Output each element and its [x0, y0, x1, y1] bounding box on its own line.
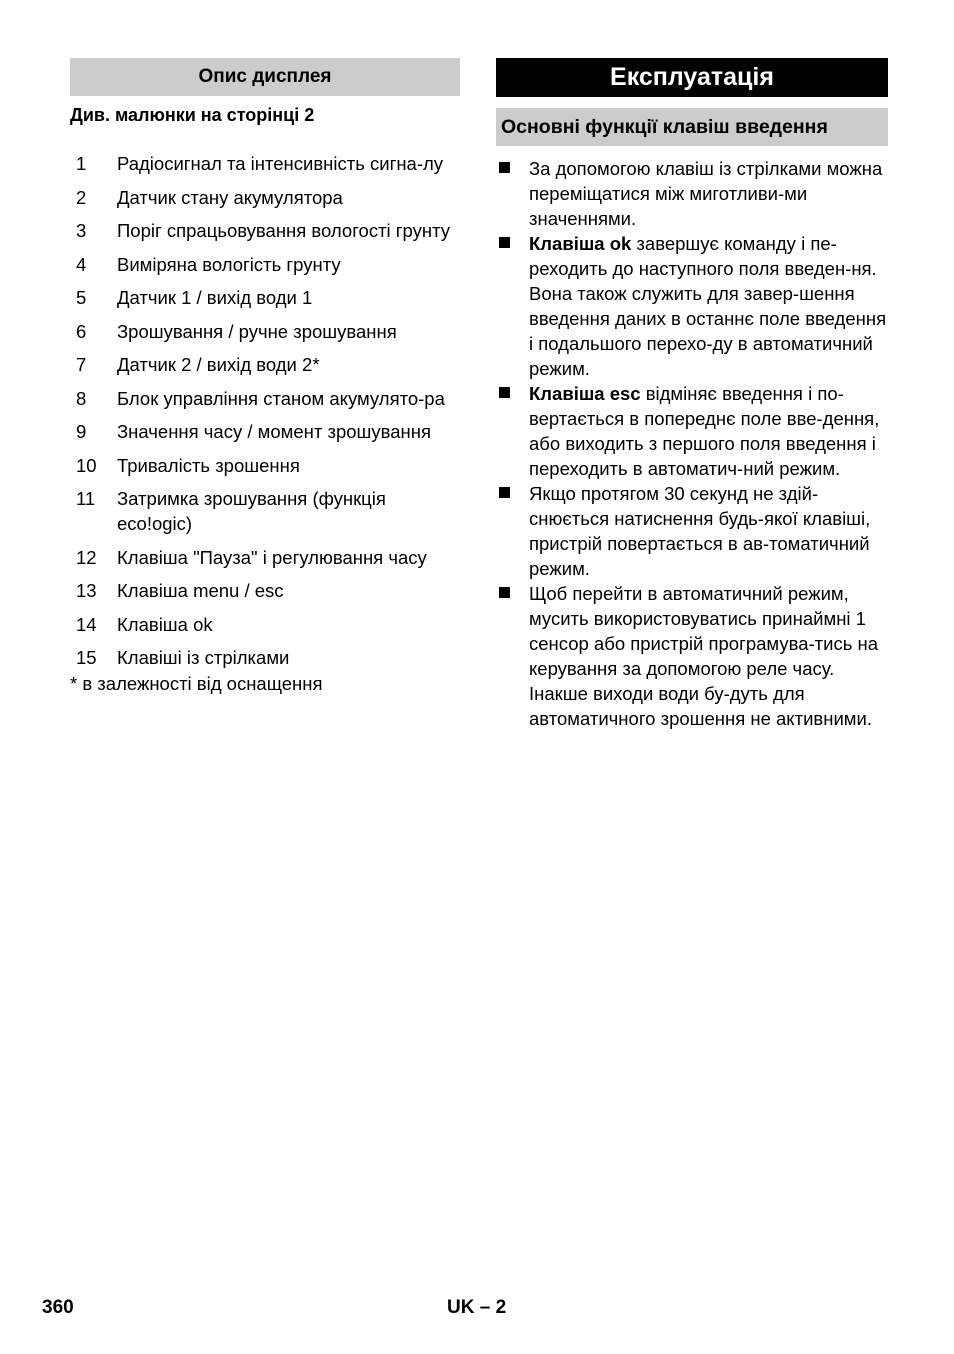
item-text: Тривалість зрошення: [117, 454, 300, 476]
item-number: 6: [76, 320, 87, 342]
chapter-title: Експлуатація: [496, 58, 888, 97]
item-number: 12: [76, 546, 97, 568]
list-item: [70, 419, 460, 444]
item-number: 13: [76, 580, 97, 601]
square-bullet-icon: [499, 237, 510, 248]
list-item: [70, 578, 460, 603]
display-elements-list: [70, 151, 460, 670]
list-item: [70, 645, 460, 670]
item-number: 1: [76, 153, 87, 174]
list-item: [70, 453, 460, 478]
item-text: Виміряна вологість грунту: [117, 253, 341, 275]
bullet-item: [496, 481, 888, 581]
bullet-text: Якщо протягом 30 секунд не здій-снюється натиснення будь-якої клавіші, пристрій повертається в ав-томатичний режим.: [529, 483, 871, 579]
list-item: [70, 151, 460, 176]
bullet-bold-term: Клавіша esc: [529, 383, 641, 404]
item-number: 11: [76, 488, 96, 509]
item-text: Зрошування / ручне зрошування: [117, 320, 397, 342]
list-item: [70, 185, 460, 210]
list-item: [70, 285, 460, 310]
list-item: [70, 319, 460, 344]
square-bullet-icon: [499, 162, 510, 173]
square-bullet-icon: [499, 487, 510, 498]
item-text: Поріг спрацьовування вологості грунту: [117, 220, 451, 241]
square-bullet-icon: [499, 387, 510, 398]
display-description-section: [70, 58, 460, 696]
list-item: [70, 218, 460, 243]
item-text: Клавіша ok: [117, 613, 213, 635]
item-text: Блок управління станом акумулято-ра: [117, 387, 445, 409]
item-text: Клавіша menu / esc: [117, 580, 284, 601]
bullet-text: За допомогою клавіш із стрілками можна переміщатися між миготливи-ми значеннями.: [529, 158, 883, 229]
page-number: 360: [42, 1297, 74, 1318]
list-item: [70, 386, 460, 411]
item-number: 3: [76, 220, 87, 241]
list-item: [70, 545, 460, 570]
list-item: [70, 352, 460, 377]
bullet-item: [496, 156, 888, 231]
item-number: 15: [76, 647, 97, 668]
list-item: [70, 252, 460, 277]
item-text: Клавіші із стрілками: [117, 647, 290, 668]
list-item: [70, 612, 460, 637]
item-number: 2: [76, 186, 87, 208]
item-number: 7: [76, 354, 87, 375]
item-number: 4: [76, 253, 87, 275]
section-heading-input-keys: Основні функції клавіш введення: [496, 108, 888, 146]
page-code: UK – 2: [447, 1297, 507, 1318]
item-number: 14: [76, 613, 97, 635]
item-number: 10: [76, 454, 97, 476]
key-functions-list: [496, 156, 888, 731]
item-text: Датчик стану акумулятора: [117, 186, 343, 208]
square-bullet-icon: [499, 587, 510, 598]
item-text: Датчик 1 / вихід води 1: [117, 287, 313, 308]
bullet-text: завершує команду і пе-реходить до наступного поля введен-ня. Вона також служить для завер-шення введення даних в останнє поле введення і подальшого перехо-ду в автоматичний режим.: [529, 233, 887, 379]
item-number: 8: [76, 387, 87, 409]
list-item: [70, 486, 460, 536]
bullet-item: [496, 581, 888, 731]
item-text: Затримка зрошування (функція eco!ogic): [117, 488, 386, 534]
bullet-text: відміняє введення і по-вертається в попереднє поле вве-дення, або виходить з першого поля введення і переходить в автоматич-ний режим.: [529, 383, 880, 479]
item-number: 9: [76, 421, 87, 442]
bullet-item: [496, 231, 888, 381]
bullet-item: [496, 381, 888, 481]
item-text: Клавіша "Пауза" і регулювання часу: [117, 546, 427, 568]
operation-section: [496, 58, 888, 731]
section-heading-display: Опис дисплея: [70, 58, 460, 96]
item-text: Радіосигнал та інтенсивність сигна-лу: [117, 153, 444, 174]
bullet-bold-term: Клавіша ok: [529, 233, 632, 254]
footnote: * в залежності від оснащення: [70, 672, 323, 694]
item-text: Значення часу / момент зрошування: [117, 421, 431, 442]
item-number: 5: [76, 287, 87, 308]
bullet-text: Щоб перейти в автоматичний режим, мусить використовуватись принаймні 1 сенсор або пристрій програмува-тись на керування за допомогою реле часу. Інакше виходи води бу-дуть для автоматичного зрошення не активними.: [529, 583, 878, 729]
item-text: Датчик 2 / вихід води 2*: [117, 354, 320, 375]
figure-reference: Див. малюнки на сторінці 2: [70, 105, 315, 125]
